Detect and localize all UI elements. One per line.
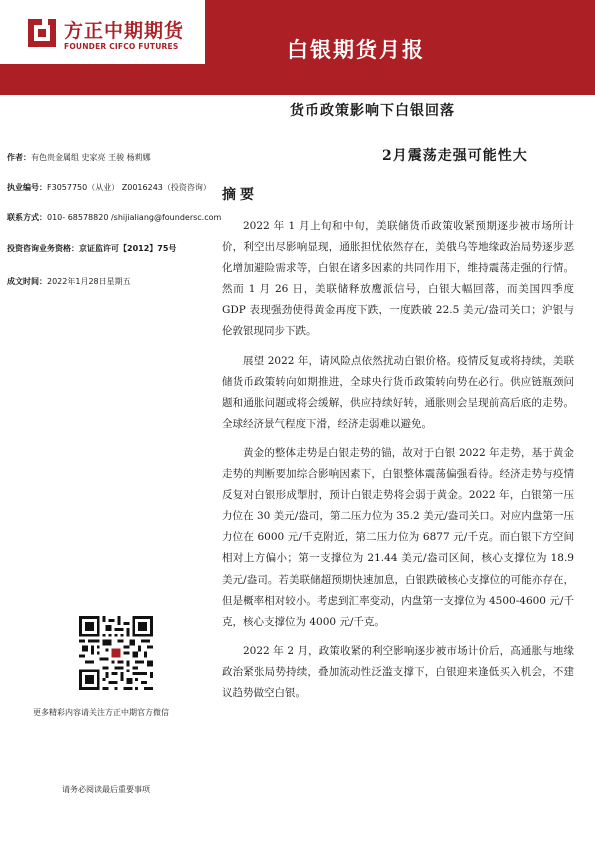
report-title: 货币政策影响下白银回落 xyxy=(290,103,455,119)
meta-label: 成文时间： xyxy=(7,277,47,286)
meta-value: 京证监许可【2012】75号 xyxy=(79,244,177,253)
qr-code-icon xyxy=(79,616,153,690)
abstract-body xyxy=(222,216,574,712)
meta-qualification xyxy=(7,243,176,254)
meta-value: 有色贵金属组 史家亮 王骏 杨莉娜 xyxy=(31,153,151,162)
brand-name-en: FOUNDER CIFCO FUTURES xyxy=(64,42,179,51)
meta-license xyxy=(7,182,211,193)
qr-caption: 更多精彩内容请关注方正中期官方微信 xyxy=(33,708,169,717)
report-subtitle: 2月震荡走强可能性大 xyxy=(382,148,528,164)
founder-logo-icon xyxy=(26,17,58,49)
brand-logo xyxy=(0,0,205,64)
meta-label: 联系方式： xyxy=(7,213,47,222)
meta-value: F3057750（从业） Z0016243（投资咨询） xyxy=(47,183,211,192)
disclaimer-notice: 请务必阅读最后重要事项 xyxy=(62,785,150,794)
meta-label: 作者： xyxy=(7,153,31,162)
abstract-paragraph: 2022 年 2 月，政策收紧的利空影响逐步被市场计价后，高通胀与地缘政治紧张局势持续，叠加流动性泛滥支撑下，白银迎来逢低买入机会，不建议趋势做空白银。 xyxy=(222,644,574,699)
meta-value: 2022年1月28日星期五 xyxy=(47,277,131,286)
abstract-paragraph: 2022 年 1 月上旬和中旬，美联储货币政策收紧预期逐步被市场所计价，利空出尽影响显现，通胀担忧依然存在，美俄乌等地缘政治局势逐步恶化增加避险需求等，白银在诸多因素的共同作用下，维持震荡走强的行情。然而 1 月 26 日，美联储释放鹰派信号，白银大幅回落，而美国四季度 GDP 表现强劲使得黄金再度下跌，一度跌破 22.5 美元/盎司关口；沪银与伦敦银现同步下跌。 xyxy=(222,220,574,338)
meta-date xyxy=(7,276,131,287)
brand-name-cn: 方正中期期货 xyxy=(64,20,185,42)
header-banner xyxy=(0,0,595,95)
report-type-title: 白银期货月报 xyxy=(287,38,425,62)
meta-contact xyxy=(7,212,221,223)
meta-label: 投资咨询业务资格： xyxy=(7,244,79,253)
abstract-heading: 摘要 xyxy=(222,187,258,203)
meta-authors xyxy=(7,152,151,163)
abstract-paragraph: 黄金的整体走势是白银走势的锚，故对于白银 2022 年走势，基于黄金走势的判断要加综合影响因素下，白银整体震荡偏强看待。经济走势与疫情反复对白银形成掣肘，预计白银走势将会弱于黄金。2022 年，白银第一压力位在 30 美元/盎司，第二压力位为 35.2 美元/盎司关口。对应内盘第一压力位在 6000 元/千克附近，第二压力位为 6877 元/千克。而白银下方空间相对上方偏小；第一支撑位为 21.44 美元/盎司区间，核心支撑位为 18.9 美元/盎司。若美联储超预期快速加息，白银跌破核心支撑位的可能亦存在，但是概率相对较小。考虑到汇率变动，内盘第一支撑位为 4500-4600 元/千克，核心支撑位为 4000 元/千克。 xyxy=(222,446,574,628)
meta-label: 执业编号： xyxy=(7,183,47,192)
meta-value: 010- 68578820 /shijialiang@foundersc.com xyxy=(47,213,222,222)
abstract-paragraph: 展望 2022 年，请风险点依然扰动白银价格。疫情反复或将持续，美联储货币政策转向如期推进，全球央行货币政策转向势在必行。供应链瓶颈问题和通胀问题或将会缓解，供应持续好转，通胀则会呈现前高后底的走势。全球经济景气程度下滑，经济走弱难以避免。 xyxy=(222,354,574,430)
